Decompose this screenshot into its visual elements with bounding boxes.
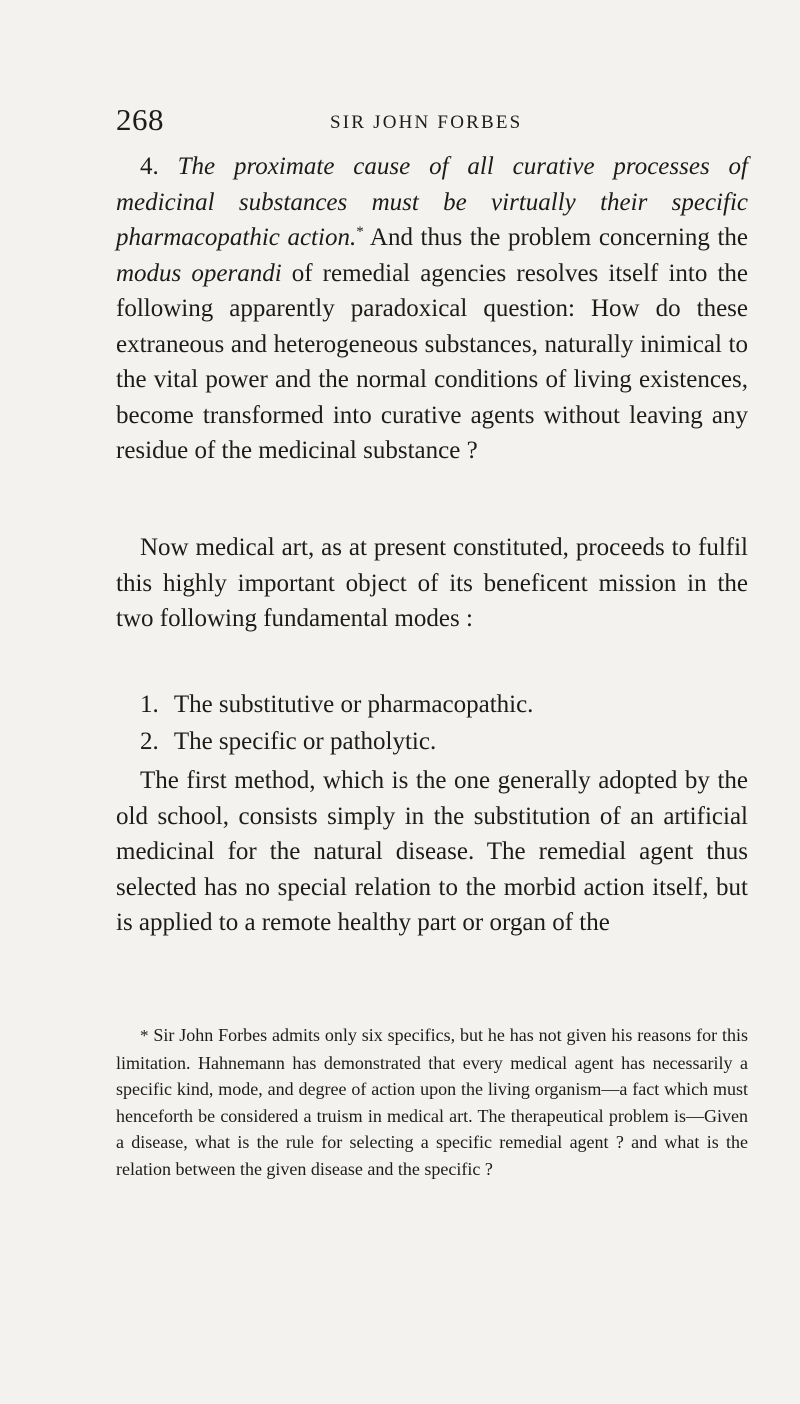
paragraph-modes: Now medical art, as at present constituted, proceeds to fulfil this highly important object of its beneficent mission in the two following fundamental modes : [116,534,748,632]
list-item [140,723,533,760]
footnote-reference: * [356,224,364,240]
footnote-marker: * [140,1026,149,1045]
paragraph-first-method: The first method, which is the one generally adopted by the old school, consists simply in the substitution of an artificial medicinal for the natural disease. The remedial agent thus selected has no special relation to the morbid action itself, but is applied to a remote healthy part or organ of the [116,767,748,936]
paragraph-text-a: And thus the problem concerning the [369,224,749,251]
italic-heading: The proximate cause of all curative processes of medicinal substances must be virtually their specific pharmacopathic action. [116,153,748,251]
modes-list [140,686,533,760]
paragraph-4 [116,149,748,469]
list-item-text: The substitutive or pharmacopathic. [173,691,534,718]
paragraph-number: 4. [140,153,159,180]
italic-term: modus operandi [116,259,282,287]
footnote [116,1022,748,1182]
page-number: 268 [116,102,164,137]
paragraph-text-b: of remedial agencies resolves itself into the following apparently paradoxical question: How do these extraneous and heterogeneous substances, naturally inimical to the vital power and the normal conditions of living existences, become transformed into curative agents without leaving any residue of the medicinal substance ? [116,259,748,464]
list-item [140,686,533,723]
footnote-text: Sir John Forbes admits only six specifics, but he has not given his reasons for this limitation. Hahnemann has demonstrated that every medical agent has necessarily a specific kind, mode, and degree of action upon the living organism—a fact which must henceforth be considered a truism in medical art. The therapeutical problem is—Given a disease, what is the rule for selecting a specific remedial agent ? and what is the relation between the given disease and the specific ? [116,1025,749,1179]
running-title: SIR JOHN FORBES [330,112,523,133]
list-item-text: The specific or patholytic. [173,728,437,755]
list-item-number: 1. [140,691,159,718]
list-item-number: 2. [140,728,159,755]
